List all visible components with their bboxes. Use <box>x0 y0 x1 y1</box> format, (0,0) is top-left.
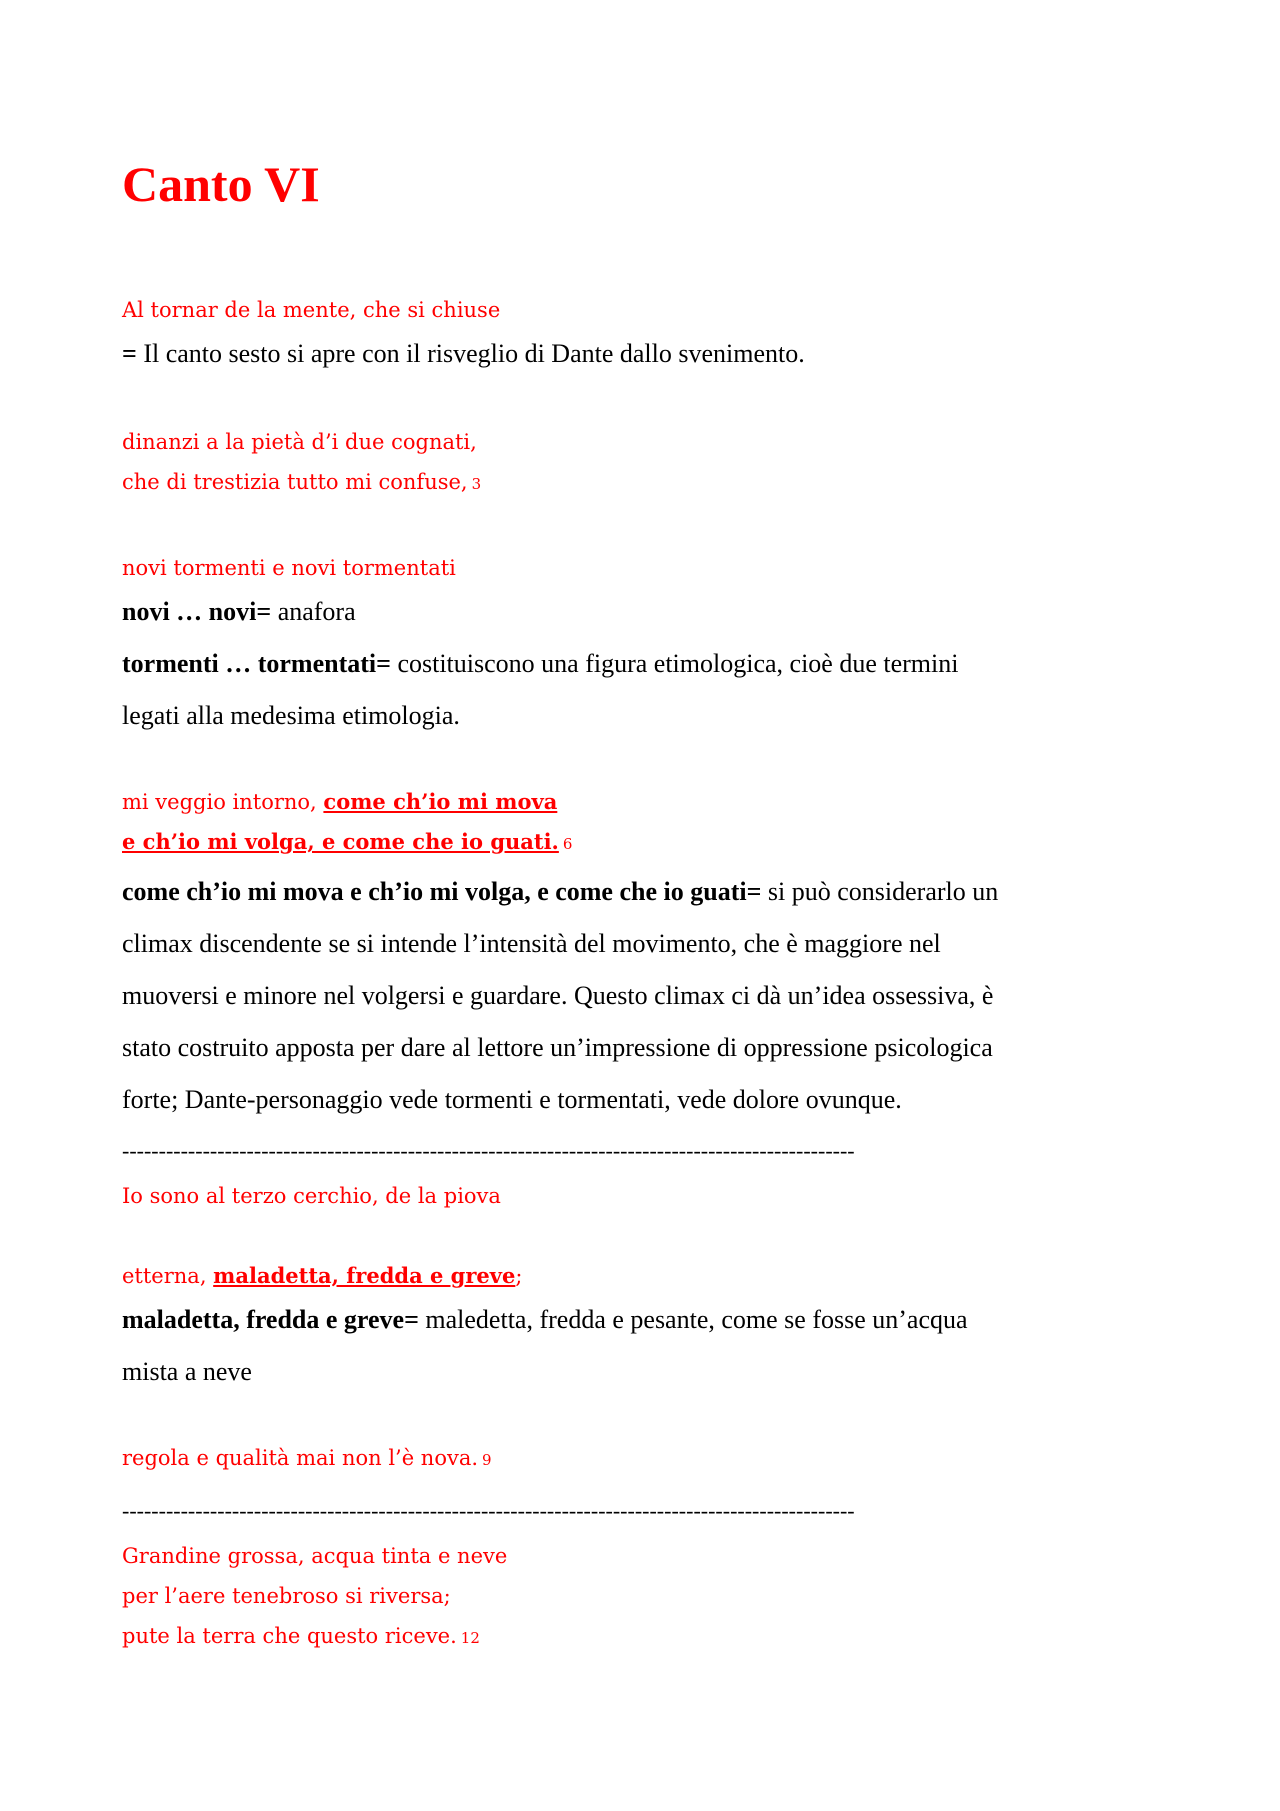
verse-text: pute la terra che questo riceve. <box>122 1624 457 1648</box>
comment-text: maledetta, fredda e pesante, come se fosse un’acqua <box>418 1305 968 1334</box>
comment-term: maladetta, fredda e greve= <box>122 1305 419 1334</box>
comment-4-line-4 <box>122 1022 993 1074</box>
comment-term: = <box>122 339 137 368</box>
verse-line-5 <box>122 782 557 822</box>
verse-text: dinanzi a la pietà d’i due cognati, <box>122 430 477 454</box>
verse-punctuation: ; <box>515 1264 523 1288</box>
verse-number: 9 <box>482 1451 492 1469</box>
comment-text: costituiscono una figura etimologica, cioè due termini <box>390 649 959 678</box>
verse-text: Al tornar de la mente, che si chiuse <box>122 298 501 322</box>
verse-line-6 <box>122 822 572 864</box>
comment-text: muoversi e minore nel volgersi e guardare. Questo climax ci dà un’idea ossessiva, è <box>122 981 994 1010</box>
verse-text: per l’aere tenebroso si riversa; <box>122 1584 451 1608</box>
comment-text: anafora <box>271 597 356 626</box>
verse-number: 6 <box>562 835 573 853</box>
verse-line-2 <box>122 422 477 462</box>
comment-5-line-1 <box>122 1294 968 1346</box>
comment-3-line-2 <box>122 690 460 742</box>
page-title: Canto VI <box>122 156 320 212</box>
verse-text: etterna, <box>122 1264 214 1288</box>
separator-line: ---------------------------------------------------------------------------------------------------- <box>122 1498 855 1523</box>
comment-text: stato costruito apposta per dare al lettore un’impressione di oppressione psicologica <box>122 1033 993 1062</box>
verse-number: 3 <box>471 475 482 493</box>
comment-text: legati alla medesima etimologia. <box>122 701 460 730</box>
verse-text: novi tormenti e novi tormentati <box>122 556 456 580</box>
verse-highlight: e ch’io mi volga, e come che io guati. <box>122 829 559 854</box>
verse-text: che di trestizia tutto mi confuse, <box>122 470 468 494</box>
verse-text: mi veggio intorno, <box>122 790 324 814</box>
verse-text: Grandine grossa, acqua tinta e neve <box>122 1544 508 1568</box>
verse-line-9 <box>122 1438 492 1480</box>
verse-line-10 <box>122 1536 507 1576</box>
verse-line-3 <box>122 462 481 504</box>
comment-term: come ch’io mi mova e ch’io mi volga, e come che io guati= <box>122 877 762 906</box>
verse-text: Io sono al terzo cerchio, de la piova <box>122 1184 501 1208</box>
separator-line: ---------------------------------------------------------------------------------------------------- <box>122 1138 855 1163</box>
comment-text: climax discendente se si intende l’intensità del movimento, che è maggiore nel <box>122 929 941 958</box>
verse-line-4 <box>122 548 456 588</box>
verse-line-7 <box>122 1176 501 1216</box>
comment-text: si può considerarlo un <box>761 877 999 906</box>
comment-1 <box>122 328 805 380</box>
verse-highlight: come ch’io mi mova <box>323 789 558 814</box>
comment-2 <box>122 586 356 638</box>
verse-line-12 <box>122 1616 480 1658</box>
comment-5-line-2 <box>122 1346 252 1398</box>
comment-4-line-3 <box>122 970 993 1022</box>
comment-4-line-5 <box>122 1074 902 1126</box>
verse-line-8 <box>122 1256 522 1296</box>
comment-4-line-1 <box>122 866 998 918</box>
comment-text: forte; Dante-personaggio vede tormenti e tormentati, vede dolore ovunque. <box>122 1085 902 1114</box>
comment-3-line-1 <box>122 638 958 690</box>
comment-term: novi … novi= <box>122 597 272 626</box>
verse-line-1 <box>122 290 500 330</box>
verse-line-11 <box>122 1576 451 1616</box>
comment-text: Il canto sesto si apre con il risveglio di Dante dallo svenimento. <box>136 339 805 368</box>
verse-text: regola e qualità mai non l’è nova. <box>122 1446 479 1470</box>
comment-text: mista a neve <box>122 1357 252 1386</box>
verse-highlight: maladetta, fredda e greve <box>213 1263 516 1288</box>
comment-term: tormenti … tormentati= <box>122 649 391 678</box>
comment-4-line-2 <box>122 918 941 970</box>
verse-number: 12 <box>460 1629 480 1647</box>
